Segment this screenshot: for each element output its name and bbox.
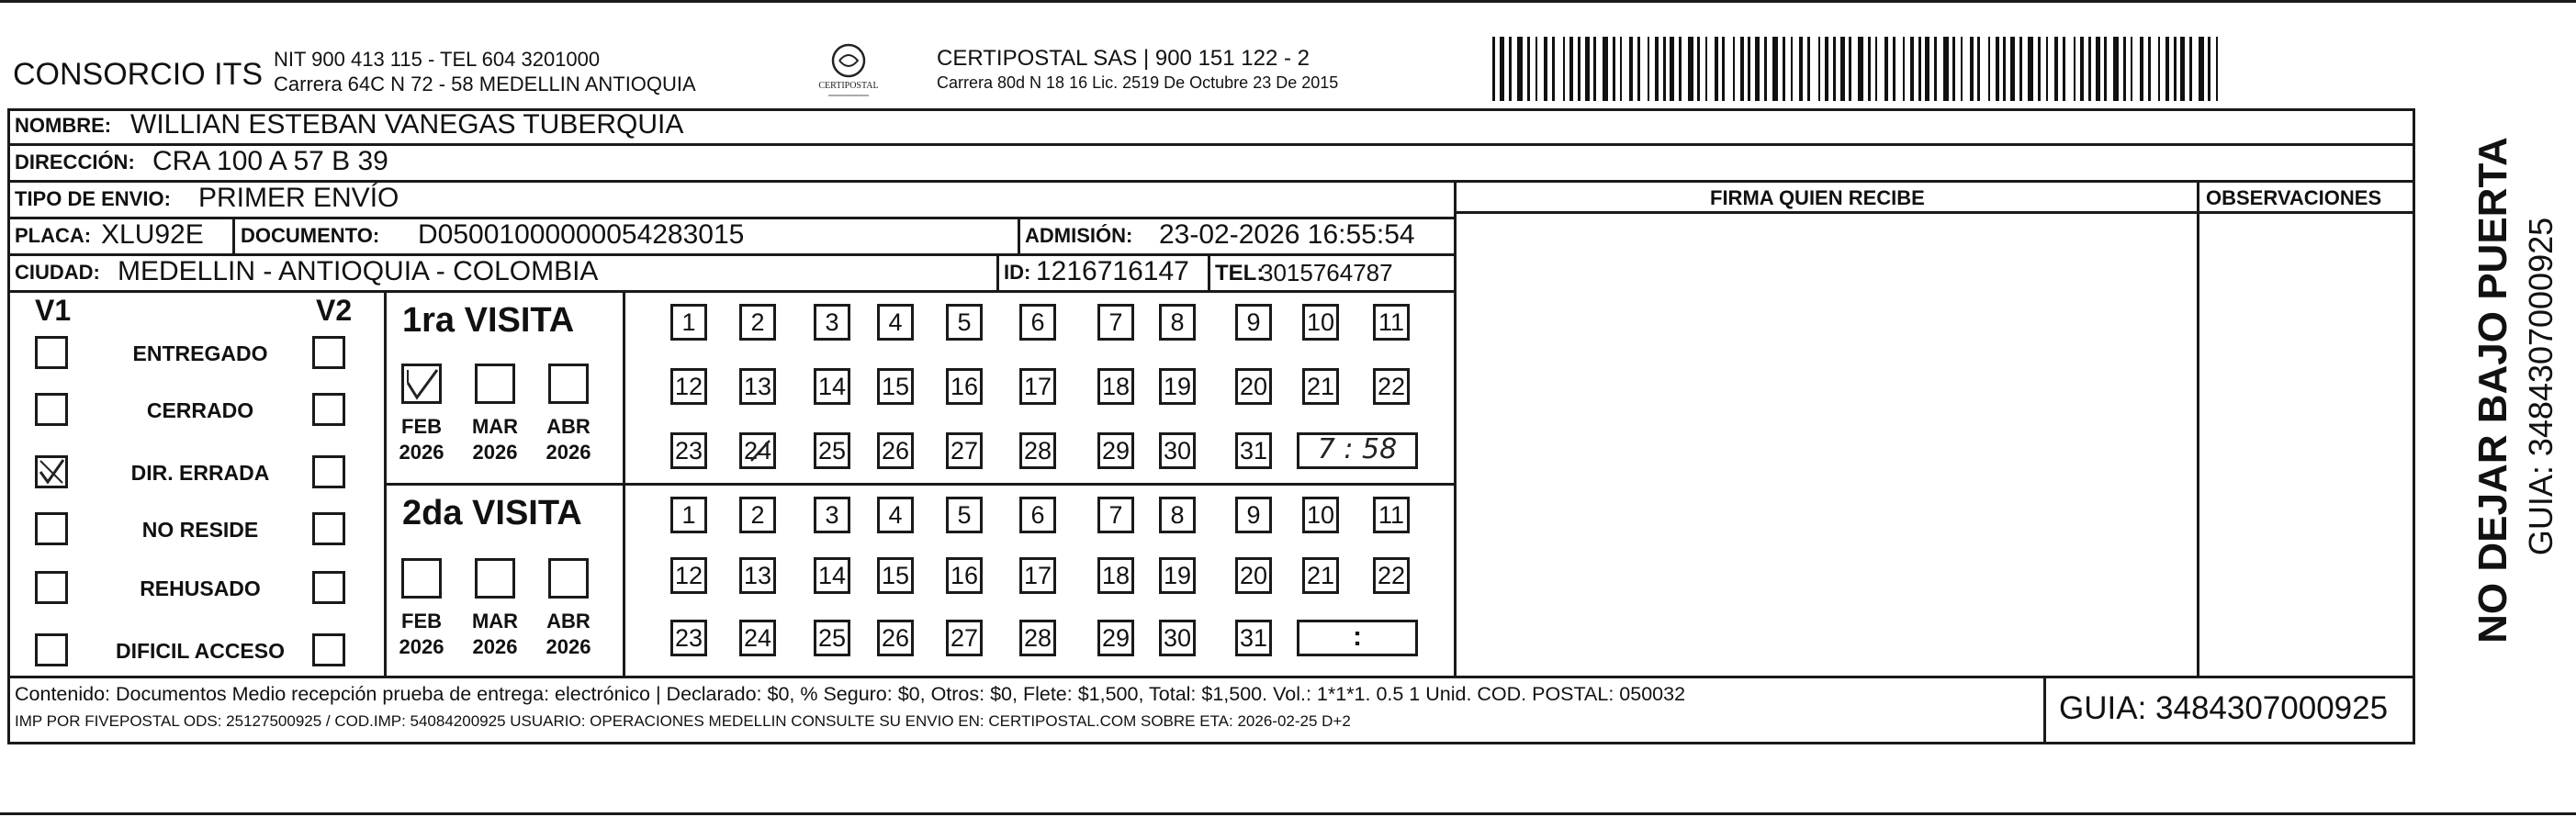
status-label: DIR. ERRADA [130,461,270,485]
visit1-day-number: 30 [1163,437,1192,464]
visit2-month-name: FEB [401,610,442,632]
form-left-line [7,108,10,744]
company-address: Carrera 64C N 72 - 58 MEDELLIN ANTIOQUIA [274,73,696,95]
visit1-day-number: 21 [1306,373,1335,400]
footer-imp: IMP POR FIVEPOSTAL ODS: 25127500925 / COD.IMP: 54084200925 USUARIO: OPERACIONES MEDELLIN CONSULTE SU ENVIO EN: CERTIPOSTAL.COM SOBRE ETA: 2026-02-25 D+2 [15,712,1351,730]
observaciones-header: OBSERVACIONES [2206,186,2382,209]
tel-label: TEL: [1215,261,1265,285]
visit2-day-number: 5 [957,501,972,529]
visit2-day-box[interactable] [1097,497,1134,533]
visit1-day-box[interactable] [670,432,707,469]
visit2-day-box[interactable] [1302,497,1339,533]
visit2-day-number: 24 [743,624,772,652]
company-nit: NIT 900 413 115 - TEL 604 3201000 [274,48,601,71]
visit2-day-box[interactable] [739,557,776,594]
visit2-day-number: 18 [1101,562,1131,589]
visit2-month-checkbox[interactable] [548,558,589,599]
visit2-day-number: 8 [1170,501,1185,529]
visit2-day-box[interactable] [1019,620,1056,656]
bottom-border-line [0,812,2576,815]
visit2-day-box[interactable] [814,620,850,656]
visit1-day-box[interactable] [814,304,850,341]
check-mark-icon [38,458,65,486]
side-no-dejar-notice: NO DEJAR BAJO PUERTA [2470,137,2515,644]
carrier-name: CERTIPOSTAL SAS | 900 151 122 - 2 [937,46,1310,71]
v1-checkbox[interactable] [35,393,68,426]
id-divider [996,253,999,290]
visit1-day-number: 31 [1239,437,1268,464]
visit2-day-number: 19 [1163,562,1192,589]
visit2-month-checkbox[interactable] [401,558,442,599]
status-label: CERRADO [146,398,254,422]
visit1-day-box[interactable] [1097,304,1134,341]
visit1-day-number: 14 [817,373,847,400]
visit2-day-box[interactable] [739,497,776,533]
top-border-line [0,0,2576,3]
visit2-day-number: 7 [1108,501,1123,529]
visit2-day-box[interactable] [1097,620,1134,656]
visit1-day-number: 8 [1170,308,1185,336]
visit2-day-box[interactable] [1097,557,1134,594]
visit1-month-name: MAR [471,415,519,438]
v2-checkbox[interactable] [312,455,345,488]
visit1-day-number: 25 [817,437,847,464]
visit2-day-number: 9 [1246,501,1261,529]
visit1-time-box[interactable] [1297,432,1418,469]
direccion-value: CRA 100 A 57 B 39 [152,146,388,176]
visit1-day-box[interactable] [814,432,850,469]
visit1-month-year: 2026 [546,441,591,464]
visit1-day-box[interactable] [739,432,776,469]
status-label: ENTREGADO [132,341,268,365]
placa-label: PLACA: [15,224,92,247]
visit2-day-number: 4 [888,501,903,529]
tel-divider [1208,253,1210,290]
documento-value: D05001000000054283015 [418,219,745,250]
v2-checkbox[interactable] [312,336,345,369]
placa-divider [232,217,235,253]
visit1-day-box[interactable] [739,368,776,405]
visit1-day-box[interactable] [1019,304,1056,341]
month-col-divider [623,290,625,677]
visit2-day-number: 3 [825,501,839,529]
id-label: ID: [1004,261,1031,284]
visit2-month-name: MAR [471,610,519,632]
visit1-month-checkbox[interactable] [475,364,515,404]
company-name: CONSORCIO ITS [13,57,264,92]
footer-guia: GUIA: 3484307000925 [2059,690,2389,726]
visit2-month-checkbox[interactable] [475,558,515,599]
visit1-day-number: 7 [1108,308,1123,336]
visit1-day-box[interactable] [946,368,983,405]
visit1-day-box[interactable] [1097,368,1134,405]
tipo-label: TIPO DE ENVIO: [15,187,171,210]
visit1-day-number: 10 [1306,308,1335,336]
visit1-day-number: 23 [674,437,703,464]
visit1-month-checkbox[interactable] [548,364,589,404]
admision-divider [1018,217,1020,253]
side-notice-block [2420,129,2576,643]
visit1-day-number: 26 [881,437,910,464]
firma-left-line [1454,180,1457,678]
visit1-month-year: 2026 [472,441,518,464]
ciudad-label: CIUDAD: [15,261,100,284]
visit2-title: 2da VISITA [402,494,582,532]
visit2-day-number: 1 [681,501,696,529]
visit1-day-box[interactable] [1019,368,1056,405]
day-strike-mark-icon [743,437,773,472]
v2-checkbox[interactable] [312,633,345,666]
visit2-day-box[interactable] [1019,497,1056,533]
visit1-day-box[interactable] [814,368,850,405]
v1-checkbox[interactable] [35,571,68,604]
v2-label: V2 [316,294,353,327]
visit1-day-number: 12 [674,373,703,400]
visit1-day-box[interactable] [1159,304,1196,341]
visit2-day-box[interactable] [670,620,707,656]
barcode [1492,37,2227,101]
visit2-day-number: 14 [817,562,847,589]
visit1-day-box[interactable] [1235,432,1272,469]
visit2-day-number: 2 [750,501,765,529]
documento-label: DOCUMENTO: [241,224,380,247]
visit2-day-number: 27 [950,624,979,652]
visit2-day-box[interactable] [1373,557,1410,594]
side-guia: GUIA: 3484307000925 [2522,217,2559,556]
visit1-day-box[interactable] [946,432,983,469]
visit2-day-number: 15 [881,562,910,589]
visit2-day-box[interactable] [670,557,707,594]
status-col-divider [384,290,387,677]
tel-value: 3015764787 [1260,259,1393,286]
visit2-day-box[interactable] [814,557,850,594]
certipostal-logo [812,40,885,105]
visit1-time: 7 : 58 [1317,433,1398,465]
nombre-label: NOMBRE: [15,114,112,137]
visit1-month-year: 2026 [399,441,444,464]
visit2-time: : [1353,621,1362,652]
status-label: REHUSADO [140,576,261,600]
v1-checkbox[interactable] [35,336,68,369]
visit2-day-number: 23 [674,624,703,652]
visit1-day-number: 16 [950,373,979,400]
visit1-day-number: 24 [743,437,772,464]
direccion-label: DIRECCIÓN: [15,151,135,173]
visit1-day-number: 27 [950,437,979,464]
visit1-day-box[interactable] [1235,304,1272,341]
visit2-day-number: 13 [743,562,772,589]
visit1-day-box[interactable] [1373,368,1410,405]
visit2-month-year: 2026 [399,635,444,658]
visit1-day-box[interactable] [1159,368,1196,405]
visit1-title: 1ra VISITA [402,301,575,340]
footer-contenido: Contenido: Documentos Medio recepción prueba de entrega: electrónico | Declarado: $0, % Seguro: $0, Otros: $0, Flete: $1,500, Total: $1,500. Vol.: 1*1*1. 0.5 1 Unid. COD. POSTAL: 050032 [15,683,1686,705]
visit1-day-number: 17 [1023,373,1052,400]
visit1-day-number: 28 [1023,437,1052,464]
form-line-ciudad [7,290,1456,293]
visit2-day-number: 21 [1306,562,1335,589]
visit1-day-box[interactable] [670,304,707,341]
grid-bottom-line [7,676,2415,678]
obs-left-line [2197,180,2199,678]
visit2-day-number: 20 [1239,562,1268,589]
visit2-month-year: 2026 [472,635,518,658]
visit1-day-number: 5 [957,308,972,336]
visit2-day-number: 22 [1377,562,1406,589]
visit-divider-line [384,483,1456,486]
visit2-day-box[interactable] [1159,557,1196,594]
check-mark-icon [404,366,439,401]
visit1-day-number: 11 [1378,308,1405,336]
visit1-day-box[interactable] [670,368,707,405]
visit1-day-box[interactable] [877,368,914,405]
admision-label: ADMISIÓN: [1025,224,1133,247]
visit2-day-box[interactable] [946,497,983,533]
visit2-day-box[interactable] [877,497,914,533]
visit2-day-number: 29 [1101,624,1131,652]
v2-checkbox[interactable] [312,512,345,545]
visit1-day-box[interactable] [877,304,914,341]
firma-header: FIRMA QUIEN RECIBE [1710,186,1925,209]
v1-checkbox[interactable] [35,512,68,545]
visit2-day-number: 31 [1239,624,1268,652]
visit1-day-number: 6 [1030,308,1045,336]
visit1-day-number: 4 [888,308,903,336]
v1-checkbox[interactable] [35,455,68,488]
visit2-day-box[interactable] [1235,557,1272,594]
visit1-month-checkbox[interactable] [401,364,442,404]
visit1-day-number: 29 [1101,437,1131,464]
visit2-day-number: 26 [881,624,910,652]
visit2-day-box[interactable] [1019,557,1056,594]
visit1-day-box[interactable] [877,432,914,469]
visit2-day-number: 30 [1163,624,1192,652]
v1-label: V1 [35,294,72,327]
visit1-day-number: 19 [1163,373,1192,400]
visit2-day-box[interactable] [946,620,983,656]
ciudad-value: MEDELLIN - ANTIOQUIA - COLOMBIA [118,256,599,286]
visit2-day-number: 12 [674,562,703,589]
id-value: 1216716147 [1036,256,1189,286]
placa-value: XLU92E [101,219,204,250]
visit1-day-number: 22 [1377,373,1406,400]
visit1-day-box[interactable] [1302,304,1339,341]
visit2-day-box[interactable] [670,497,707,533]
visit1-day-box[interactable] [1235,368,1272,405]
visit2-day-box[interactable] [877,557,914,594]
carrier-address: Carrera 80d N 18 16 Lic. 2519 De Octubre 23 De 2015 [937,73,1339,92]
visit2-day-number: 16 [950,562,979,589]
status-label: NO RESIDE [141,518,259,542]
visit1-day-box[interactable] [1302,368,1339,405]
visit2-day-box[interactable] [946,557,983,594]
visit1-day-number: 20 [1239,373,1268,400]
visit2-day-number: 6 [1030,501,1045,529]
visit1-day-box[interactable] [1019,432,1056,469]
visit1-month-name: ABR [546,415,591,438]
visit1-day-number: 15 [881,373,910,400]
admision-value: 23-02-2026 16:55:54 [1159,219,1415,250]
visit1-day-number: 1 [681,308,696,336]
nombre-value: WILLIAN ESTEBAN VANEGAS TUBERQUIA [130,109,684,140]
visit1-day-number: 18 [1101,373,1131,400]
firma-header-line [1454,211,2413,214]
svg-text:CERTIPOSTAL: CERTIPOSTAL [818,81,879,91]
guia-footer-divider [2043,676,2046,744]
visit2-day-box[interactable] [1159,497,1196,533]
visit2-day-box[interactable] [814,497,850,533]
visit2-day-number: 28 [1023,624,1052,652]
visit2-day-box[interactable] [1235,497,1272,533]
visit1-day-box[interactable] [1097,432,1134,469]
footer-bottom-line [7,742,2415,744]
visit1-day-box[interactable] [1373,304,1410,341]
visit1-day-number: 2 [750,308,765,336]
v1-checkbox[interactable] [35,633,68,666]
visit2-day-number: 10 [1306,501,1335,529]
visit2-day-box[interactable] [739,620,776,656]
tipo-value: PRIMER ENVÍO [198,183,399,213]
visit1-month-name: FEB [401,415,442,438]
visit2-day-box[interactable] [1159,620,1196,656]
visit2-day-number: 17 [1023,562,1052,589]
visit2-month-year: 2026 [546,635,591,658]
form-right-line [2413,108,2415,744]
status-label: DIFICIL ACCESO [115,639,285,663]
visit1-day-number: 9 [1246,308,1261,336]
v2-checkbox[interactable] [312,571,345,604]
visit2-day-number: 11 [1378,501,1405,529]
visit1-day-number: 3 [825,308,839,336]
visit2-day-number: 25 [817,624,847,652]
visit2-day-box[interactable] [1373,497,1410,533]
visit1-day-number: 13 [743,373,772,400]
visit2-time-box[interactable] [1297,620,1418,656]
visit2-day-box[interactable] [1235,620,1272,656]
visit1-day-box[interactable] [739,304,776,341]
visit1-day-box[interactable] [1159,432,1196,469]
visit2-month-name: ABR [546,610,591,632]
visit1-day-box[interactable] [946,304,983,341]
visit2-day-box[interactable] [1302,557,1339,594]
visit2-day-box[interactable] [877,620,914,656]
v2-checkbox[interactable] [312,393,345,426]
